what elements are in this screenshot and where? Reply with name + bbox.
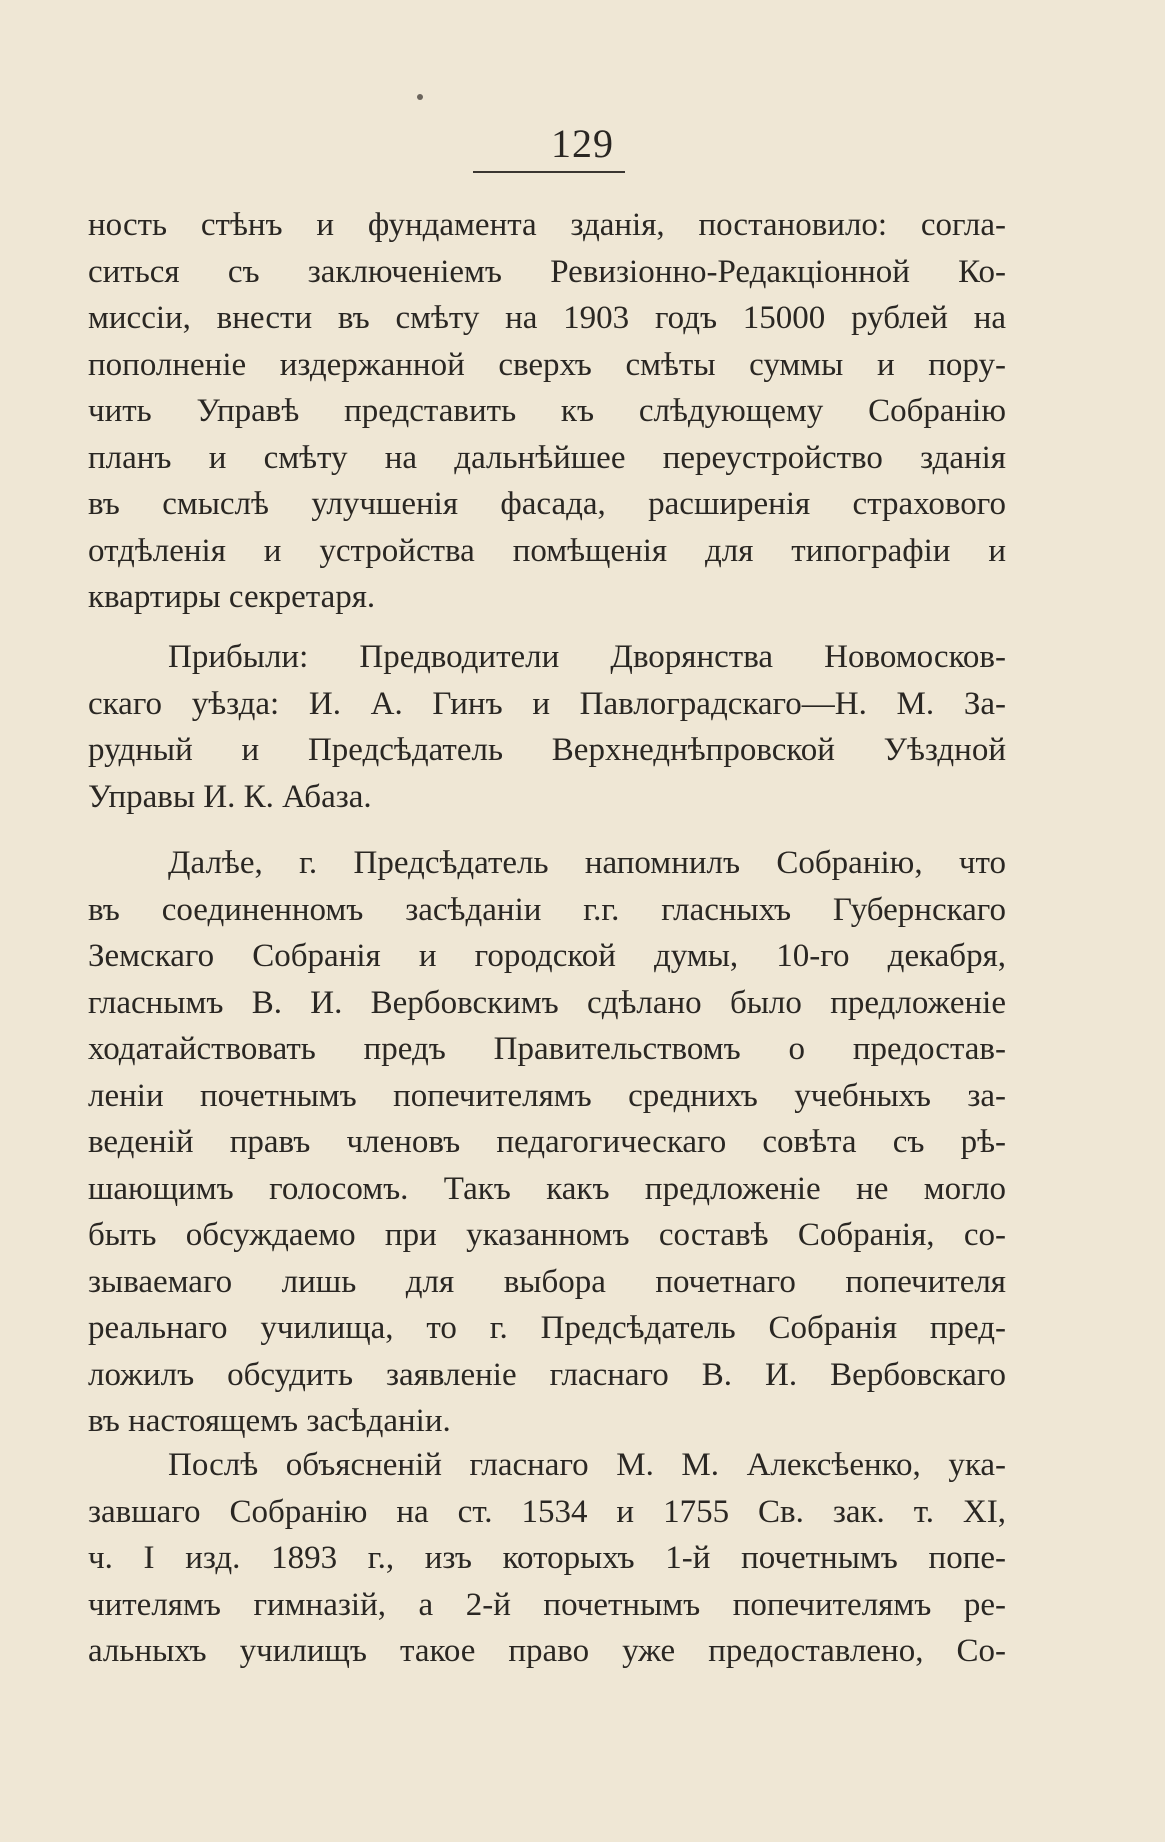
text-line: Далѣе, г. Предсѣдатель напомнилъ Собранію, что: [168, 845, 1006, 881]
text-line: въ смыслѣ улучшенія фасада, расширенія страхового: [88, 486, 1006, 522]
text-line: чителямъ гимназій, а 2-й почетнымъ попечителямъ ре-: [88, 1586, 1006, 1623]
text-line: квартиры секретаря.: [88, 579, 376, 615]
text-line: ч. I изд. 1893 г., изъ которыхъ 1-й почетнымъ попе-: [88, 1540, 1006, 1576]
page-number: 129: [551, 121, 614, 166]
text-line: зываемаго лишь для выбора почетнаго попечителя: [88, 1263, 1006, 1300]
text-line: быть обсуждаемо при указанномъ составѣ Собранія, со-: [88, 1217, 1006, 1253]
text-line: въ настоящемъ засѣданіи.: [88, 1403, 451, 1439]
text-line: миссіи, внести въ смѣту на 1903 годъ 15000 рублей на: [88, 300, 1006, 336]
paragraph-chairman-reminder: [88, 840, 1006, 1445]
text-line: реальнаго училища, то г. Предсѣдатель Собранія пред-: [88, 1310, 1006, 1346]
text-line: гласнымъ В. И. Вербовскимъ сдѣлано было предложеніе: [88, 984, 1006, 1021]
text-line: ходатайствовать предъ Правительствомъ о предостав-: [88, 1031, 1006, 1067]
page-number-rule: [473, 171, 625, 173]
text-line: Прибыли: Предводители Дворянства Новомосков-: [168, 639, 1006, 675]
text-line: альныхъ училищъ такое право уже предоставлено, Со-: [88, 1633, 1006, 1669]
text-line: отдѣленія и устройства помѣщенія для типографіи и: [88, 532, 1006, 569]
text-line: веденій правъ членовъ педагогическаго совѣта съ рѣ-: [88, 1124, 1006, 1160]
paragraph-explanations: [88, 1442, 1006, 1675]
text-line: завшаго Собранію на ст. 1534 и 1755 Св. зак. т. XI,: [88, 1493, 1006, 1530]
paragraph-resolution: [88, 202, 1006, 621]
text-line: ложилъ обсудить заявленіе гласнаго В. И. Вербовскаго: [88, 1356, 1006, 1393]
text-line: ность стѣнъ и фундамента зданія, постановило: согла-: [88, 207, 1006, 243]
text-line: шающимъ голосомъ. Такъ какъ предложеніе не могло: [88, 1170, 1006, 1207]
paragraph-arrivals: [88, 634, 1006, 820]
text-line: въ соединенномъ засѣданіи г.г. гласныхъ Губернскаго: [88, 891, 1006, 928]
text-line: пополненіе издержанной сверхъ смѣты суммы и пору-: [88, 346, 1006, 383]
text-line: леніи почетнымъ попечителямъ среднихъ учебныхъ за-: [88, 1077, 1006, 1114]
text-line: скаго уѣзда: И. А. Гинъ и Павлоградскаго—Н. М. За-: [88, 685, 1006, 722]
text-line: ситься съ заключеніемъ Ревизіонно-Редакціонной Ко-: [88, 253, 1006, 290]
text-line: Послѣ объясненій гласнаго М. М. Алексѣенко, ука-: [168, 1447, 1006, 1483]
text-line: планъ и смѣту на дальнѣйшее переустройство зданія: [88, 439, 1006, 476]
text-line: Земскаго Собранія и городской думы, 10-го декабря,: [88, 938, 1006, 974]
text-line: чить Управѣ представить къ слѣдующему Собранію: [88, 393, 1006, 429]
ink-speck: [417, 94, 423, 100]
text-line: Управы И. К. Абаза.: [88, 778, 372, 815]
text-line: рудный и Предсѣдатель Верхнеднѣпровской Уѣздной: [88, 732, 1006, 768]
